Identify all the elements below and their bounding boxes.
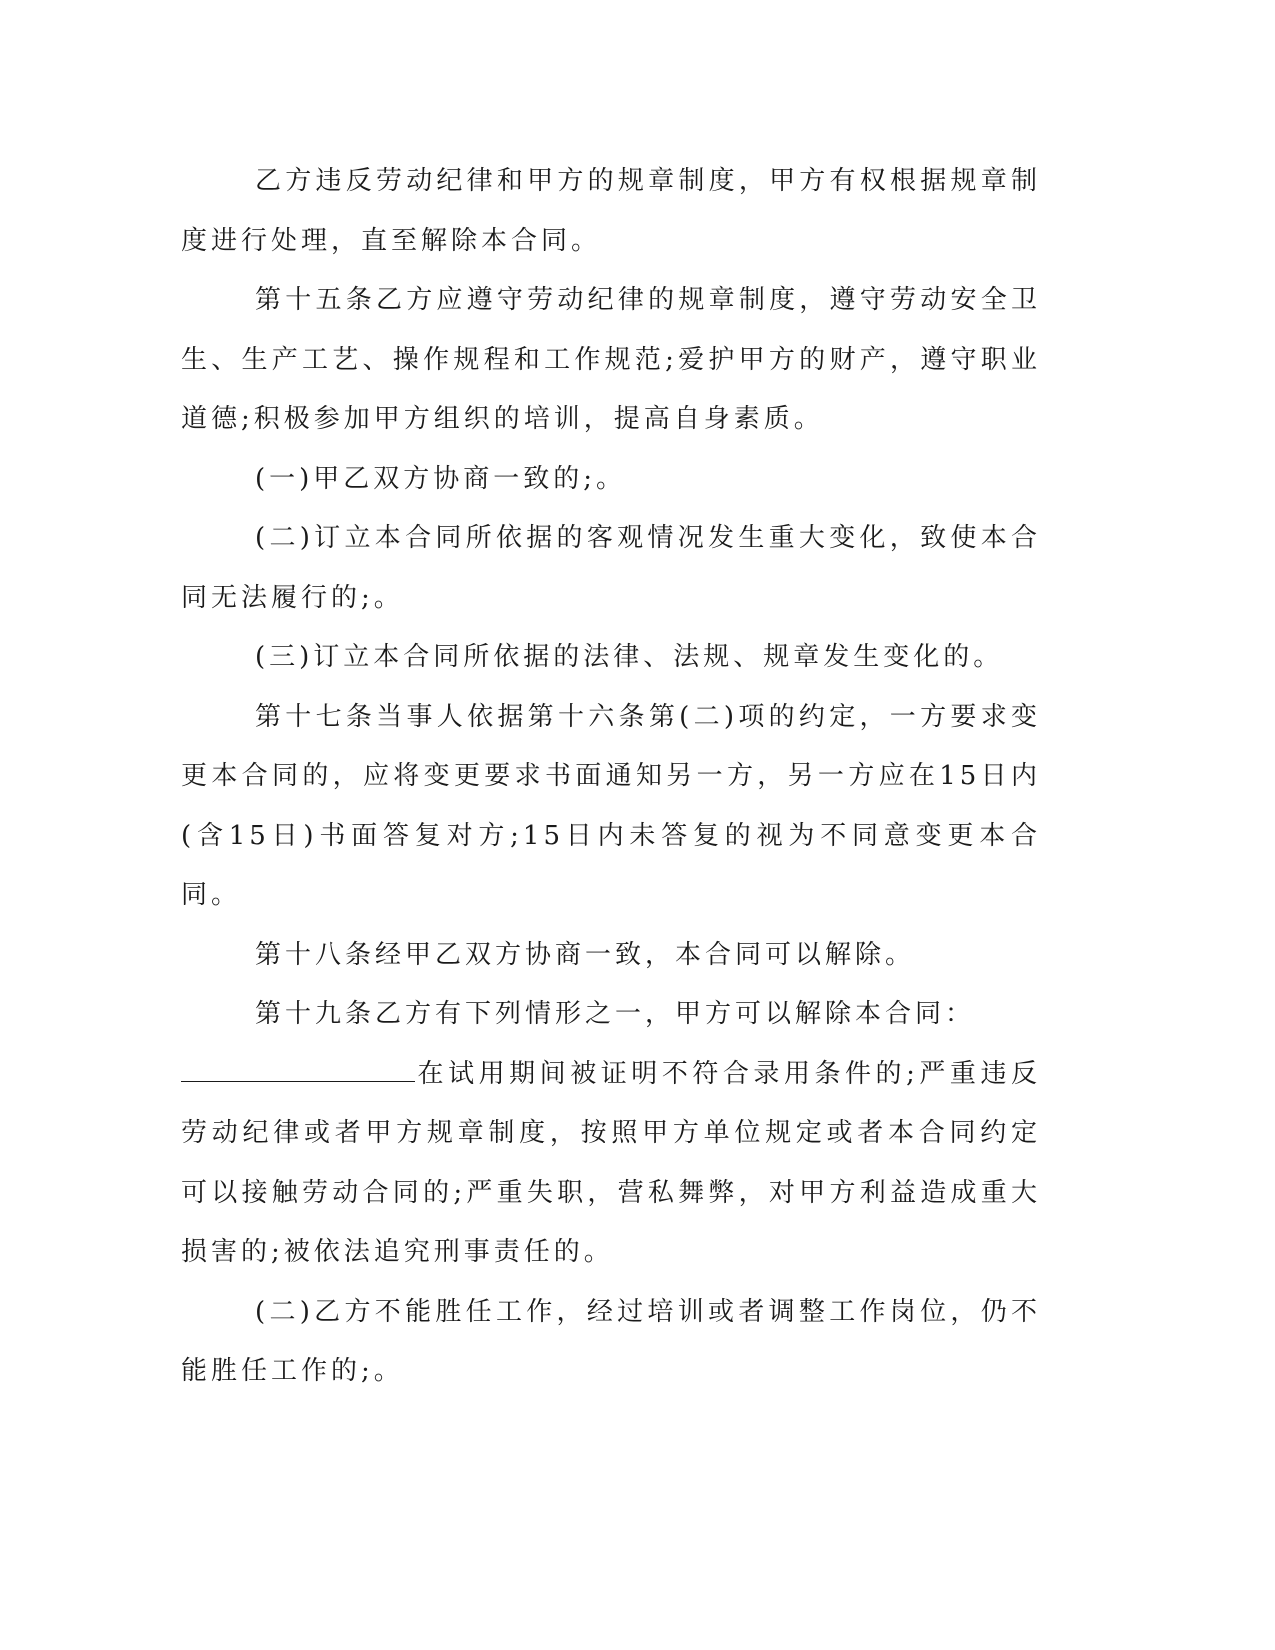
paragraph-termination-conditions (181, 1045, 1041, 1283)
paragraph-item-1: (一)甲乙双方协商一致的;。 (255, 463, 627, 494)
fill-in-blank-line (181, 1051, 415, 1082)
document-page (181, 152, 1041, 1402)
paragraph-article-15: 第十五条乙方应遵守劳动纪律的规章制度，遵守劳动安全卫生、生产工艺、操作规程和工作规范;爱护甲方的财产，遵守职业道德;积极参加甲方组织的培训，提高自身素质。 (181, 285, 1041, 434)
termination-conditions-text: 在试用期间被证明不符合录用条件的;严重违反劳动纪律或者甲方规章制度，按照甲方单位规定或者本合同约定可以接触劳动合同的;严重失职，营私舞弊，对甲方利益造成重大损害的;被依法追究刑事责任的。 (181, 1058, 1041, 1267)
paragraph-item-2-incompetence: (二)乙方不能胜任工作，经过培训或者调整工作岗位，仍不能胜任工作的;。 (181, 1296, 1041, 1386)
paragraph-article-18: 第十八条经甲乙双方协商一致，本合同可以解除。 (255, 939, 916, 970)
paragraph-item-3: (三)订立本合同所依据的法律、法规、规章发生变化的。 (255, 642, 1004, 672)
paragraph-article-19: 第十九条乙方有下列情形之一，甲方可以解除本合同： (255, 999, 976, 1029)
paragraph-item-2: (二)订立本合同所依据的客观情况发生重大变化，致使本合同无法履行的;。 (181, 523, 1041, 613)
paragraph-article-17: 第十七条当事人依据第十六条第(二)项的约定，一方要求变更本合同的，应将变更要求书面通知另一方，另一方应在15日内(含15日)书面答复对方;15日内未答复的视为不同意变更本合同。 (181, 701, 1041, 910)
paragraph-violation: 乙方违反劳动纪律和甲方的规章制度，甲方有权根据规章制度进行处理，直至解除本合同。 (181, 166, 1041, 256)
